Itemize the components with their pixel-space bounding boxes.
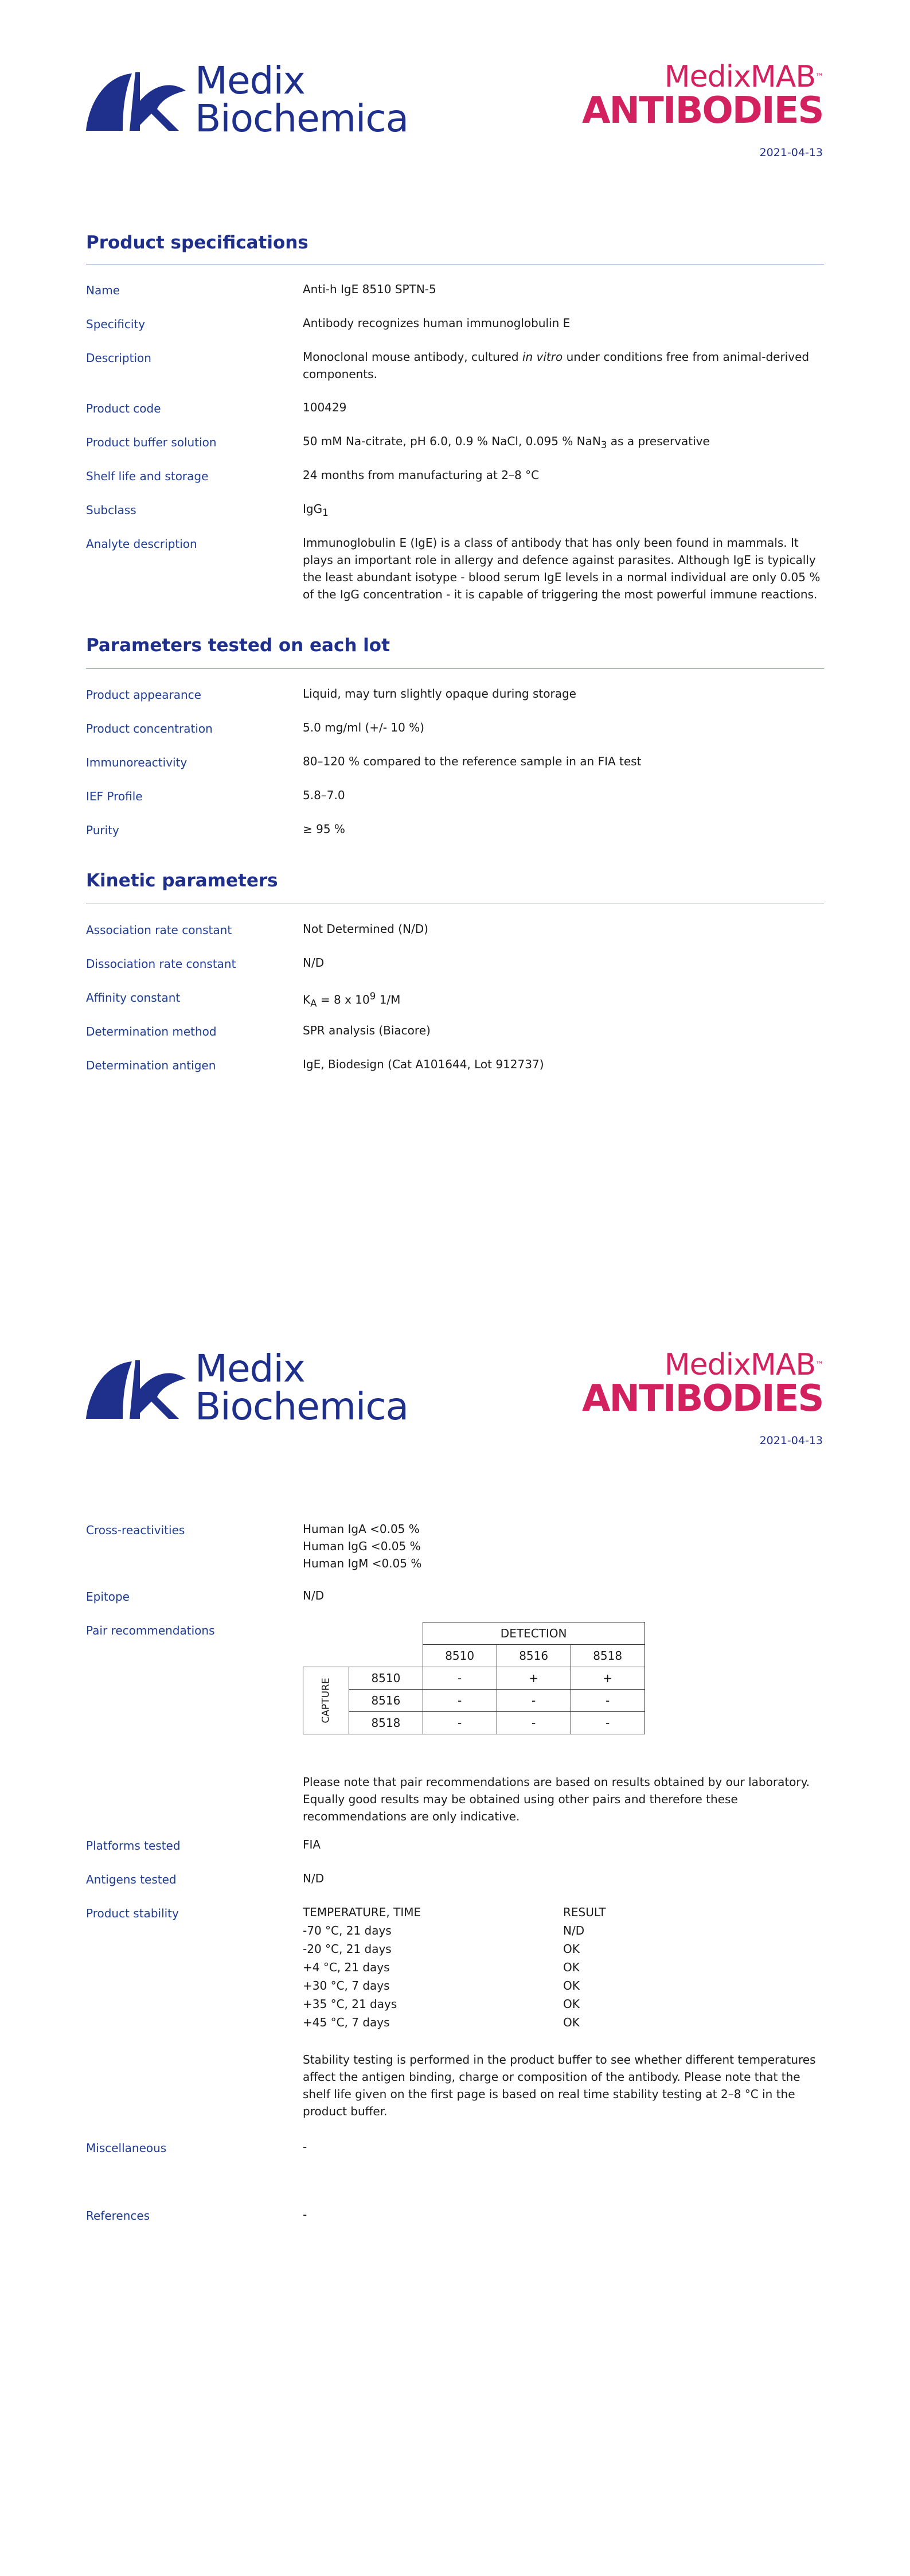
param-value-concentration: 5.0 mg/ml (+/- 10 %): [303, 721, 424, 734]
spec-value-product-code: 100429: [303, 400, 347, 414]
capture-row-header: 8516: [349, 1690, 423, 1712]
pair-cell: +: [497, 1667, 571, 1690]
medix-biochemica-logo-icon: [85, 68, 188, 132]
miscellaneous-value: -: [303, 2140, 307, 2154]
cross-reactivities-values: [303, 1520, 825, 1572]
param-label-purity: Purity: [86, 823, 119, 837]
stability-header-temperature: TEMPERATURE, TIME: [303, 1905, 421, 1919]
epitope-label: Epitope: [86, 1590, 130, 1604]
stability-header-row: [303, 1903, 606, 1921]
epitope-value: N/D: [303, 1589, 325, 1602]
platforms-tested-value: FIA: [303, 1838, 321, 1851]
brand-main-text: ANTIBODIES: [582, 1378, 823, 1420]
table-row: [303, 1940, 606, 1958]
table-row: [303, 2013, 606, 2032]
trademark-mark: ™: [815, 72, 823, 81]
spec-label-buffer: Product buffer solution: [86, 435, 217, 449]
brand-top-text: MedixMAB™: [664, 1348, 823, 1382]
stability-condition: +30 °C, 7 days: [303, 1979, 390, 1993]
company-logo: [85, 1347, 409, 1430]
spec-label-shelf-life: Shelf life and storage: [86, 469, 209, 483]
spec-label-subclass: Subclass: [86, 503, 136, 517]
table-row: [303, 1976, 606, 1995]
detection-header: DETECTION: [423, 1622, 645, 1645]
product-stability-label: Product stability: [86, 1906, 179, 1920]
spec-value-buffer: 50 mM Na-citrate, pH 6.0, 0.9 % NaCl, 0.095 % NaN$_3$ as a preservative: [303, 434, 710, 450]
document-date: 2021-04-13: [759, 1434, 823, 1447]
section-title-specifications: Product specifications: [86, 232, 308, 253]
kinetic-value-antigen: IgE, Biodesign (Cat A101644, Lot 912737): [303, 1057, 544, 1071]
stability-condition: +4 °C, 21 days: [303, 1960, 390, 1974]
detection-column-header: 8510: [423, 1645, 497, 1667]
param-value-immunoreactivity: 80–120 % compared to the reference sample in an FIA test: [303, 754, 642, 768]
param-value-appearance: Liquid, may turn slightly opaque during storage: [303, 687, 576, 701]
param-label-concentration: Product concentration: [86, 722, 213, 736]
medix-biochemica-logo-icon: [85, 1356, 188, 1420]
param-value-ief: 5.8–7.0: [303, 788, 345, 802]
kinetic-value-method: SPR analysis (Biacore): [303, 1024, 431, 1037]
company-name-line2: Biochemica: [195, 1384, 409, 1429]
brand-logo: [582, 1350, 823, 1418]
stability-condition: -70 °C, 21 days: [303, 1924, 392, 1937]
detection-column-header: 8516: [497, 1645, 571, 1667]
stability-result: OK: [563, 1979, 580, 1993]
param-value-purity: ≥ 95 %: [303, 822, 345, 836]
param-label-immunoreactivity: Immunoreactivity: [86, 756, 188, 769]
capture-row-header: 8518: [349, 1712, 423, 1734]
spec-value-name: Anti-h IgE 8510 SPTN-5: [303, 282, 436, 296]
spec-label-specificity: Specificity: [86, 317, 146, 331]
pair-cell: -: [423, 1712, 497, 1734]
kinetic-label-dissociation: Dissociation rate constant: [86, 957, 236, 971]
section-divider: [86, 668, 824, 669]
stability-condition: +45 °C, 7 days: [303, 2015, 390, 2029]
company-logo: [85, 59, 409, 142]
spec-value-shelf-life: 24 months from manufacturing at 2–8 °C: [303, 468, 540, 482]
spec-value-specificity: Antibody recognizes human immunoglobulin E: [303, 316, 571, 330]
section-title-kinetic: Kinetic parameters: [86, 870, 278, 891]
references-label: References: [86, 2209, 150, 2223]
param-label-appearance: Product appearance: [86, 688, 201, 702]
platforms-tested-label: Platforms tested: [86, 1839, 181, 1853]
company-name-line1: Medix: [195, 1347, 305, 1391]
kinetic-label-antigen: Determination antigen: [86, 1059, 216, 1072]
stability-result: OK: [563, 1942, 580, 1956]
brand-main-text: ANTIBODIES: [582, 90, 823, 132]
spec-value-description: Monoclonal mouse antibody, cultured in vitro under conditions free from animal-derived components.: [303, 350, 810, 381]
stability-result: OK: [563, 1997, 580, 2011]
table-row: [303, 1667, 645, 1690]
stability-condition: -20 °C, 21 days: [303, 1942, 392, 1956]
stability-result: OK: [563, 2015, 580, 2029]
pair-cell: -: [571, 1712, 645, 1734]
kinetic-label-association: Association rate constant: [86, 923, 232, 937]
pair-recommendations-label: Pair recommendations: [86, 1624, 215, 1637]
table-row: [303, 1690, 645, 1712]
table-row: [303, 1995, 606, 2013]
page-2: [0, 1288, 910, 2576]
stability-header-result: RESULT: [563, 1905, 606, 1919]
table-row: [303, 1712, 645, 1734]
brand-logo: [582, 62, 823, 130]
pair-recommendations-table: [303, 1622, 645, 1734]
kinetic-value-dissociation: N/D: [303, 956, 325, 970]
cross-reactivity-item: Human IgM <0.05 %: [303, 1557, 422, 1570]
param-label-ief: IEF Profile: [86, 789, 143, 803]
stability-note: Stability testing is performed in the product buffer to see whether different temperatures affect the antigen binding, charge or composition of the antibody. Please note that the shelf life given on the first page is based on real time stability testing at 2–8 °C in the product buffer.: [303, 2053, 816, 2118]
miscellaneous-label: Miscellaneous: [86, 2141, 167, 2155]
spec-value-analyte: Immunoglobulin E (IgE) is a class of antibody that has only been found in mammals. It plays an important role in allergy and defence against parasites. Although IgE is typically the least abundant isotype - blood serum IgE levels in a normal individual are only 0.05 % of the IgG concentration - it is capable of triggering the most powerful immune reactions.: [303, 536, 821, 601]
stability-result: N/D: [563, 1924, 585, 1937]
spec-label-description: Description: [86, 351, 151, 365]
spec-label-analyte: Analyte description: [86, 537, 197, 551]
kinetic-label-affinity: Affinity constant: [86, 991, 181, 1005]
pair-recommendations-note: Please note that pair recommendations are based on results obtained by our laboratory. Equally good results may be obtained using other pairs and therefore these recommendations are only indicative.: [303, 1775, 810, 1823]
brand-top-text: MedixMAB™: [664, 60, 823, 94]
pair-cell: -: [497, 1712, 571, 1734]
company-name-line1: Medix: [195, 59, 305, 103]
stability-result: OK: [563, 1960, 580, 1974]
company-name: [195, 1347, 409, 1429]
capture-header: CAPTURE: [303, 1667, 349, 1734]
pair-cell: +: [571, 1667, 645, 1690]
company-name: [195, 59, 409, 141]
pair-cell: -: [423, 1690, 497, 1712]
spec-label-product-code: Product code: [86, 402, 161, 415]
kinetic-value-association: Not Determined (N/D): [303, 922, 428, 936]
pair-cell: -: [571, 1690, 645, 1712]
cross-reactivities-label: Cross-reactivities: [86, 1523, 185, 1537]
spec-label-name: Name: [86, 283, 120, 297]
company-name-line2: Biochemica: [195, 96, 409, 141]
references-value: -: [303, 2208, 307, 2221]
stability-condition: +35 °C, 21 days: [303, 1997, 397, 2011]
document-date: 2021-04-13: [759, 146, 823, 159]
antigens-tested-value: N/D: [303, 1871, 325, 1885]
spec-value-subclass: IgG$_1$: [303, 502, 329, 518]
pair-cell: -: [423, 1667, 497, 1690]
trademark-mark: ™: [815, 1360, 823, 1369]
table-row: [303, 1958, 606, 1976]
cross-reactivity-item: Human IgA <0.05 %: [303, 1522, 420, 1536]
cross-reactivity-item: Human IgG <0.05 %: [303, 1539, 421, 1553]
stability-table: [303, 1903, 606, 2032]
detection-column-header: 8518: [571, 1645, 645, 1667]
pair-cell: -: [497, 1690, 571, 1712]
kinetic-label-method: Determination method: [86, 1025, 217, 1038]
antigens-tested-label: Antigens tested: [86, 1873, 177, 1886]
section-title-parameters: Parameters tested on each lot: [86, 635, 390, 656]
kinetic-value-affinity: $K_A = 8$ x $10^9$ 1/M: [303, 991, 401, 1009]
capture-row-header: 8510: [349, 1667, 423, 1690]
table-row: [303, 1921, 606, 1940]
